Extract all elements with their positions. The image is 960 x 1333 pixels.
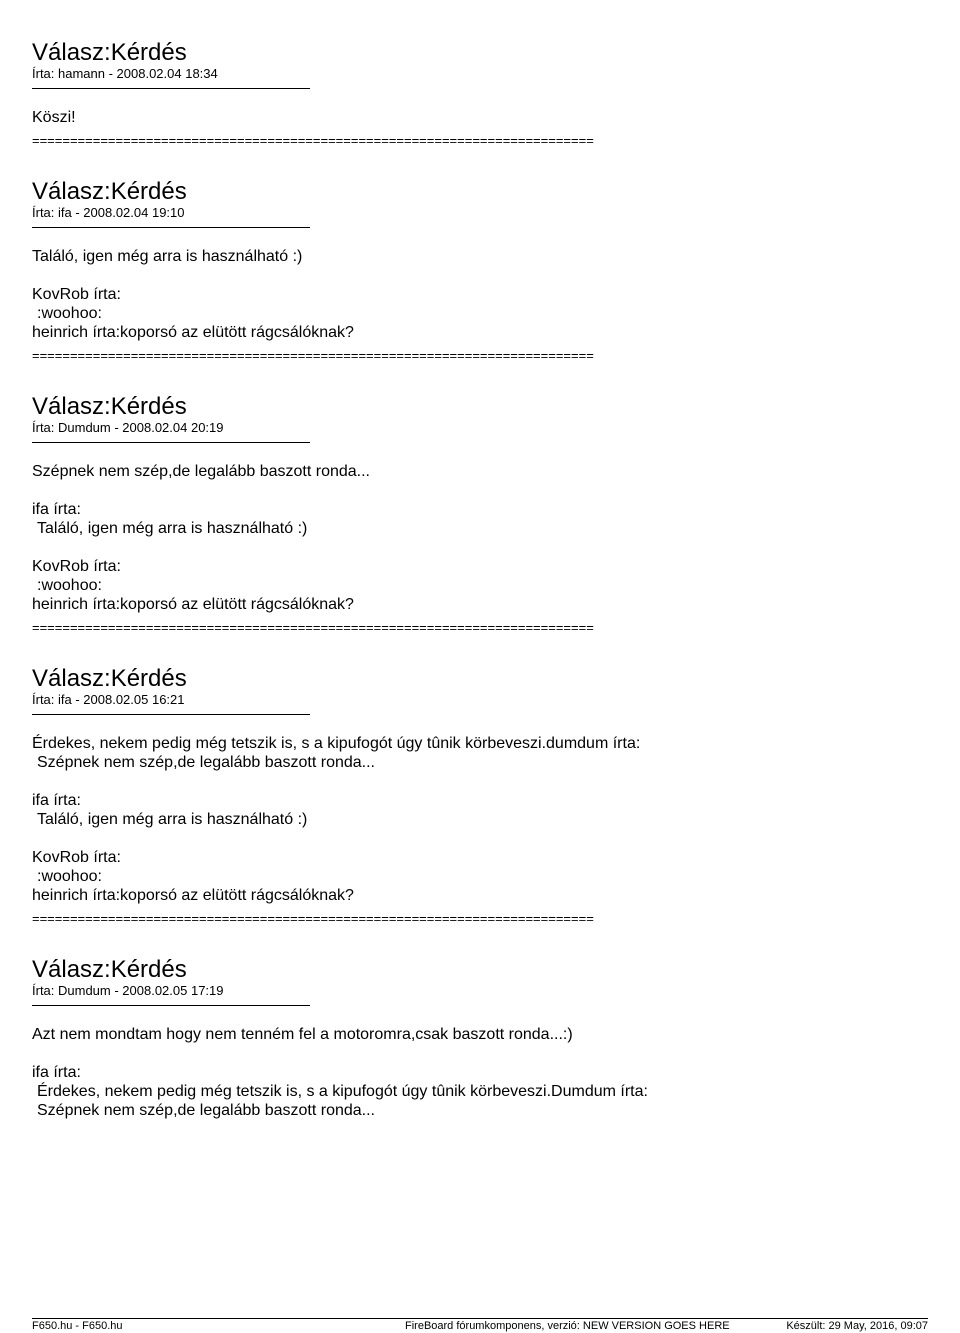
- blank-line: [32, 228, 932, 247]
- body-line: Érdekes, nekem pedig még tetszik is, s a kipufogót úgy tûnik körbeveszi.dumdum írta:: [32, 735, 641, 752]
- quote-author: KovRob írta:: [32, 558, 121, 575]
- post-5: [32, 957, 932, 1120]
- body-line: heinrich írta:koporsó az elütött rágcsálóknak?: [32, 596, 354, 613]
- body-line: Találó, igen még arra is használható :): [32, 248, 303, 265]
- post-title: Válasz:Kérdés: [32, 665, 187, 692]
- post-body: [32, 228, 932, 342]
- post-meta: Írta: ifa - 2008.02.04 19:10: [32, 205, 185, 220]
- blank-line: [32, 829, 932, 848]
- body-line: heinrich írta:koporsó az elütött rágcsálóknak?: [32, 324, 354, 341]
- body-line: Szépnek nem szép,de legalább baszott ronda...: [32, 463, 370, 480]
- quote-line: Szépnek nem szép,de legalább baszott ronda...: [37, 754, 375, 771]
- post-3: [32, 394, 932, 636]
- post-title: Válasz:Kérdés: [32, 39, 187, 66]
- separator: ==========================================================================: [32, 620, 594, 635]
- post-body: [32, 715, 932, 905]
- quote-author: ifa írta:: [32, 1064, 81, 1081]
- separator: ==========================================================================: [32, 911, 594, 926]
- post-title: Válasz:Kérdés: [32, 178, 187, 205]
- blank-line: [32, 1044, 932, 1063]
- body-line: Köszi!: [32, 109, 76, 126]
- post-4: [32, 666, 932, 927]
- quote-line: :woohoo:: [37, 868, 102, 885]
- post-title: Válasz:Kérdés: [32, 393, 187, 420]
- post-meta: Írta: Dumdum - 2008.02.04 20:19: [32, 420, 224, 435]
- separator: ==========================================================================: [32, 348, 594, 363]
- blank-line: [32, 538, 932, 557]
- quote-author: ifa írta:: [32, 792, 81, 809]
- post-1: [32, 40, 932, 149]
- post-meta: Írta: ifa - 2008.02.05 16:21: [32, 692, 185, 707]
- quote-line: :woohoo:: [37, 577, 102, 594]
- post-body: [32, 443, 932, 614]
- footer-created: Készült: 29 May, 2016, 09:07: [786, 1320, 928, 1332]
- blank-line: [32, 1006, 932, 1025]
- post-title: Válasz:Kérdés: [32, 956, 187, 983]
- quote-line: Találó, igen még arra is használható :): [37, 811, 308, 828]
- post-2: [32, 179, 932, 364]
- blank-line: [32, 481, 932, 500]
- quote-line: Szépnek nem szép,de legalább baszott ronda...: [37, 1102, 375, 1119]
- blank-line: [32, 89, 932, 108]
- blank-line: [32, 715, 932, 734]
- body-line: heinrich írta:koporsó az elütött rágcsálóknak?: [32, 887, 354, 904]
- footer-site: F650.hu - F650.hu: [32, 1320, 123, 1332]
- blank-line: [32, 443, 932, 462]
- body-line: Azt nem mondtam hogy nem tenném fel a motoromra,csak baszott ronda...:): [32, 1026, 573, 1043]
- blank-line: [32, 266, 932, 285]
- footer-generator: FireBoard fórumkomponens, verzió: NEW VERSION GOES HERE: [405, 1320, 730, 1332]
- quote-author: ifa írta:: [32, 501, 81, 518]
- blank-line: [32, 772, 932, 791]
- quote-author: KovRob írta:: [32, 849, 121, 866]
- post-body: [32, 1006, 932, 1120]
- post-body: [32, 89, 932, 127]
- separator: ==========================================================================: [32, 133, 594, 148]
- thread: [32, 40, 932, 1120]
- quote-author: KovRob írta:: [32, 286, 121, 303]
- post-meta: Írta: Dumdum - 2008.02.05 17:19: [32, 983, 224, 998]
- quote-line: Találó, igen még arra is használható :): [37, 520, 308, 537]
- page-footer: [32, 1318, 928, 1333]
- quote-line: :woohoo:: [37, 305, 102, 322]
- post-meta: Írta: hamann - 2008.02.04 18:34: [32, 66, 218, 81]
- quote-line: Érdekes, nekem pedig még tetszik is, s a kipufogót úgy tûnik körbeveszi.Dumdum írta:: [37, 1083, 648, 1100]
